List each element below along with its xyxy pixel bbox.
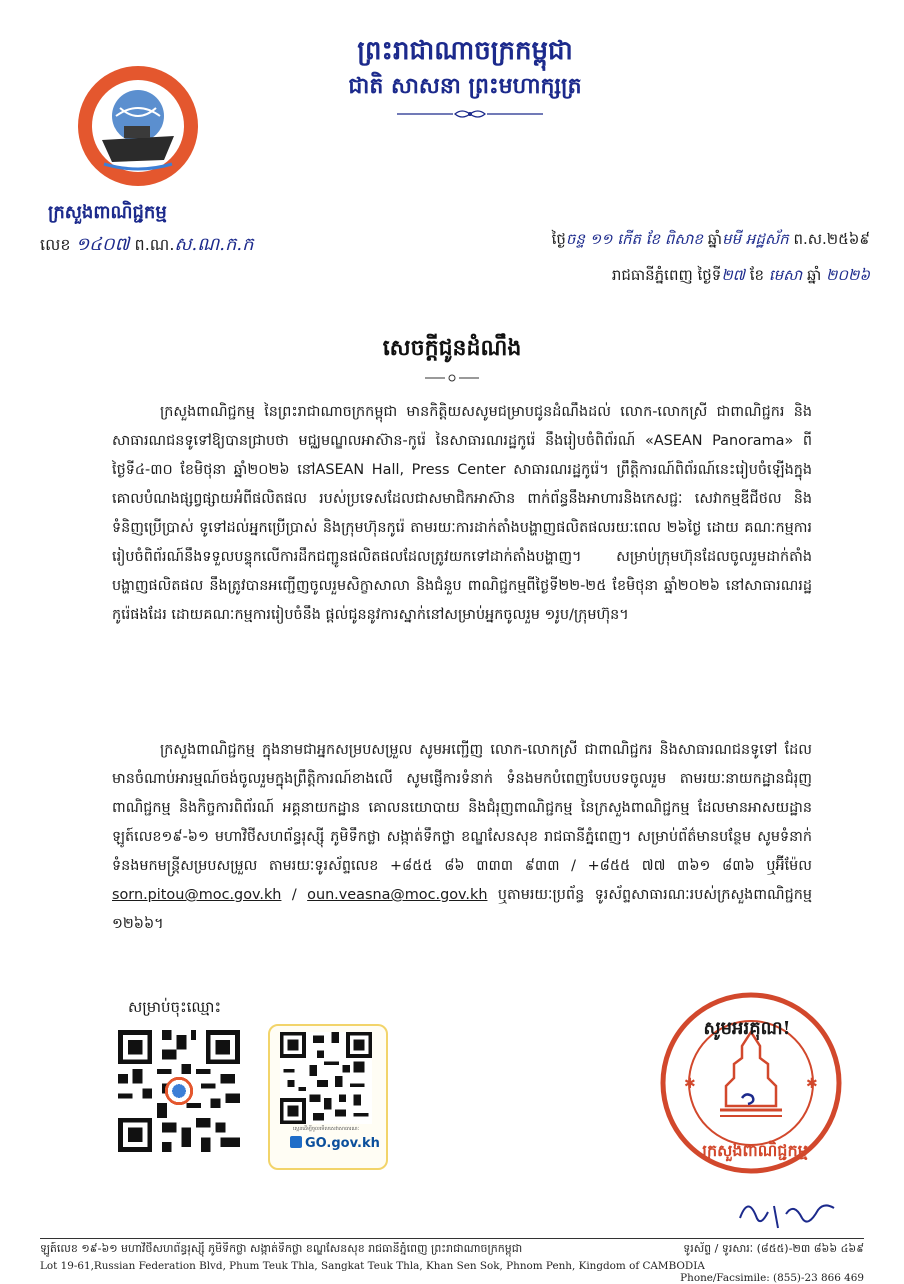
- footer-address-en-text: Lot 19-61,Russian Federation Blvd, Phum Teuk Thla, Sangkat Teuk Thla, Khan Sen Sok, Phnom Penh, Kingdom of CAMBODIA: [40, 1260, 705, 1272]
- title-ornament: [425, 374, 479, 382]
- registration-qr-code[interactable]: [118, 1030, 240, 1152]
- email-link-1[interactable]: sorn.pitou@moc.gov.kh: [112, 887, 282, 903]
- go-gov-logo-icon: [290, 1136, 302, 1148]
- ref-number: ១៤០៧: [75, 234, 130, 255]
- ref-suffix: ព.ណ.: [134, 235, 175, 254]
- body-paragraph-1: ក្រសួងពាណិជ្ជកម្ម នៃព្រះរាជាណាចក្រកម្ពុជា មានកិត្តិយសសូមជម្រាបជូនដំណឹងដល់ លោក-លោកស្រី ជាពាណិជ្ជករ និងសាធារណជនទូទៅឱ្យបានជ្រាបថា មជ្ឈមណ្ឌលអាស៊ាន-កូរ៉េ នៃសាធារណរដ្ឋកូរ៉េ នឹងរៀបចំពិព័រណ៍ «ASEAN Panorama» ពីថ្ងៃទី៤-៣០ ខែមិថុនា ឆ្នាំ២០២៦ នៅASEAN Hall, Press Center សាធារណរដ្ឋកូរ៉េ។ ព្រឹត្តិការណ៍ពិព័រណ៍នេះរៀបចំឡើងក្នុងគោលបំណងផ្សព្វផ្សាយអំពីផលិតផល របស់ប្រទេសដែលជាសមាជិកអាស៊ាន ពាក់ព័ន្ធនឹងអាហារនិងកេសជ្ជៈ សេវាកម្មឌីជីថល និងទំនិញប្រើប្រាស់ ទូទៅដល់អ្នកប្រើប្រាស់ និងក្រុមហ៊ុនកូរ៉េ តាមរយៈការដាក់តាំងបង្ហាញផលិតផលរយៈពេល ២៦ថ្ងៃ ដោយ គណៈកម្មការរៀបចំពិព័រណ៍នឹងទទួលបន្ទុកលើការដឹកជញ្ជូនផលិតផលដែលត្រូវយកទៅដាក់តាំងបង្ហាញ។ សម្រាប់ក្រុមហ៊ុនដែលចូលរួមដាក់តាំងបង្ហាញផលិតផល នឹងត្រូវបានអញ្ជើញចូលរួមសិក្ខាសាលា និងជំនួប ពាណិជ្ជកម្មពីថ្ងៃទី២២-២៥ ខែមិថុនា ឆ្នាំ២០២៦ នៅសាធារណរដ្ឋកូរ៉េផងដែរ ដោយគណៈកម្មការរៀបចំនឹង ផ្តល់ជូននូវការស្នាក់នៅសម្រាប់អ្នកចូលរួម ១រូប/ក្រុមហ៊ុន។: [112, 404, 812, 623]
- national-motto: ជាតិ សាសនា ព្រះមហាក្សត្រ: [348, 73, 582, 99]
- lunar-date-value: ១១ កើត ខែ ពិសាខ: [589, 230, 703, 248]
- footer-address-khmer: [40, 1242, 864, 1258]
- footer-phone-en: Phone/Facsimile: (855)-23 866 469: [680, 1272, 864, 1284]
- lunar-date: [380, 230, 870, 252]
- go-gov-qr-code[interactable]: [280, 1032, 372, 1124]
- email-link-2[interactable]: oun.veasna@moc.gov.kh: [307, 887, 488, 903]
- registration-label: សម្រាប់ចុះឈ្មោះ: [128, 998, 222, 1016]
- lunar-year: មមី អដ្ឋស័ក: [721, 230, 789, 248]
- signature: [734, 1188, 854, 1236]
- ref-code: ស.ណ.ក.ក: [174, 234, 254, 255]
- para2-main-text: ក្រសួងពាណិជ្ជកម្ម ក្នុងនាមជាអ្នកសម្របសម្រួល សូមអញ្ជើញ លោក-លោកស្រី ជាពាណិជ្ជករ និងសាធារណជនទូទៅ ដែលមានចំណាប់អារម្មណ៍ចង់ចូលរួមក្នុងព្រឹត្តិការណ៍ខាងលើ សូមផ្ញើការទំនាក់ ទំនងមកបំពេញបែបបទចូលរួម តាមរយៈនាយកដ្ឋានជំរុញពាណិជ្ជកម្ម និងកិច្ចការពិព័រណ៍ អគ្គនាយកដ្ឋាន គោលនយោបាយ និងជំរុញពាណិជ្ជកម្ម នៃក្រសួងពាណិជ្ជកម្ម ដែលមានអាសយដ្ឋានឡូត៍លេខ១៩-៦១ មហាវិថីសហព័ន្ធរុស្ស៊ី ភូមិទឹកថ្លា សង្កាត់ទឹកថ្លា ខណ្ឌសែនសុខ រាជធានីភ្នំពេញ។ សម្រាប់ព័ត៌មានបន្ថែម សូមទំនាក់ទំនងមកមន្ត្រីសម្របសម្រួល តាមរយៈទូរស័ព្ទលេខ +៨៥៥ ៨៦ ៣៣៣ ៩៣៣ / +៨៥៥ ៧៧ ៣៦១ ៨៣៦ ឬអ៊ីម៉ែល: [112, 742, 812, 874]
- reference-number: [40, 232, 254, 259]
- header-ornament: [395, 108, 545, 120]
- go-gov-logo-text: GO.gov.kh: [305, 1136, 380, 1151]
- thank-you-text: សូមអរគុណ!: [703, 1018, 791, 1039]
- body-paragraph-2: [112, 736, 812, 939]
- footer-phone-km: ទូរស័ព្ទ / ទូរសារៈ (៨៥៥)-២៣ ៨៦៦ ៤៦៩: [683, 1242, 864, 1255]
- footer-divider: [40, 1238, 864, 1239]
- seal-text: ក្រសួងពាណិជ្ជកម្ម: [702, 1141, 808, 1160]
- solar-year: ២០២៦: [826, 266, 870, 284]
- go-gov-logo: [290, 1136, 380, 1151]
- email-separator: /: [291, 887, 297, 903]
- solar-date: [380, 266, 870, 288]
- go-gov-caption: ស្កេនដើម្បីចូលមើលសេវាសាធារណៈ: [292, 1126, 360, 1132]
- lunar-year-label: ឆ្នាំ: [707, 230, 722, 248]
- footer-address-km-text: ឡូត៍លេខ ១៩-៦១ មហាវិថីសហព័ន្ធរុស្ស៊ី ភូមិទឹកថ្លា សង្កាត់ទឹកថ្លា ខណ្ឌសែនសុខ រាជធានីភ្នំពេញ ព្រះរាជាណាចក្រកម្ពុជា: [40, 1242, 523, 1255]
- ministry-name: ក្រសួងពាណិជ្ជកម្ម: [48, 202, 167, 223]
- solar-month: មេសា: [768, 266, 803, 284]
- buddhist-era-year: ព.ស.២៥៦៩: [793, 230, 870, 248]
- month-label: ខែ: [749, 266, 765, 284]
- lunar-day: ចន្ទ: [565, 230, 585, 248]
- year-label: ឆ្នាំ: [806, 266, 822, 284]
- svg-text:✱: ✱: [806, 1076, 818, 1092]
- footer-address-english: [40, 1260, 864, 1284]
- kingdom-title: ព្រះរាជាណាចក្រកម្ពុជា: [357, 36, 573, 66]
- ref-prefix: លេខ: [40, 235, 71, 254]
- document-title: សេចក្តីជូនដំណឹង: [382, 335, 522, 361]
- lunar-prefix: ថ្ងៃ: [551, 230, 566, 248]
- svg-text:✱: ✱: [684, 1076, 696, 1092]
- para2-tail-text: ឬតាមរយៈប្រព័ន្ធ ទូរស័ព្ទសាធារណៈរបស់ក្រសួងពាណិជ្ជកម្ម ១២៦៦។: [112, 887, 812, 932]
- ministry-logo: [76, 64, 200, 188]
- solar-day: ២៧: [721, 266, 745, 284]
- solar-prefix: រាជធានីភ្នំពេញ ថ្ងៃទី: [611, 266, 722, 284]
